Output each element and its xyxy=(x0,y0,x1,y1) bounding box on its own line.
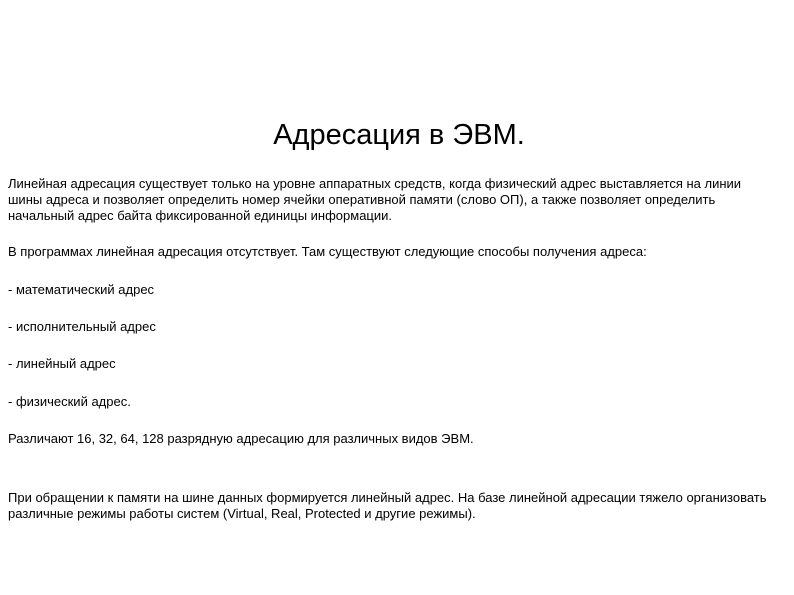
intro-paragraph: Линейная адресация существует только на уровне аппаратных средств, когда физический адрес выставляется на линии шины адреса и позволяет определить номер ячейки оперативной памяти (слово ОП), а также позволяет определить начальный адрес байта фиксированной единицы информации. xyxy=(8,176,742,223)
programs-paragraph: В программах линейная адресация отсутствует. Там существуют следующие способы получения адреса: xyxy=(8,244,647,259)
list-item-mathematical-address: - математический адрес xyxy=(8,282,155,297)
bitness-paragraph: Различают 16, 32, 64, 128 разрядную адресацию для различных видов ЭВМ. xyxy=(8,431,474,446)
memory-access-paragraph: При обращении к памяти на шине данных формируется линейный адрес. На базе линейной адресации тяжело организовать различные режимы работы систем (Virtual, Real, Protected и другие режимы). xyxy=(8,490,767,521)
list-item-executive-address: - исполнительный адрес xyxy=(8,319,156,334)
list-item-linear-address: - линейный адрес xyxy=(8,356,116,371)
slide-title xyxy=(0,117,794,153)
slide-title-text: Адресация в ЭВМ. xyxy=(273,119,525,151)
list-item-physical-address: - физический адрес. xyxy=(8,394,131,409)
